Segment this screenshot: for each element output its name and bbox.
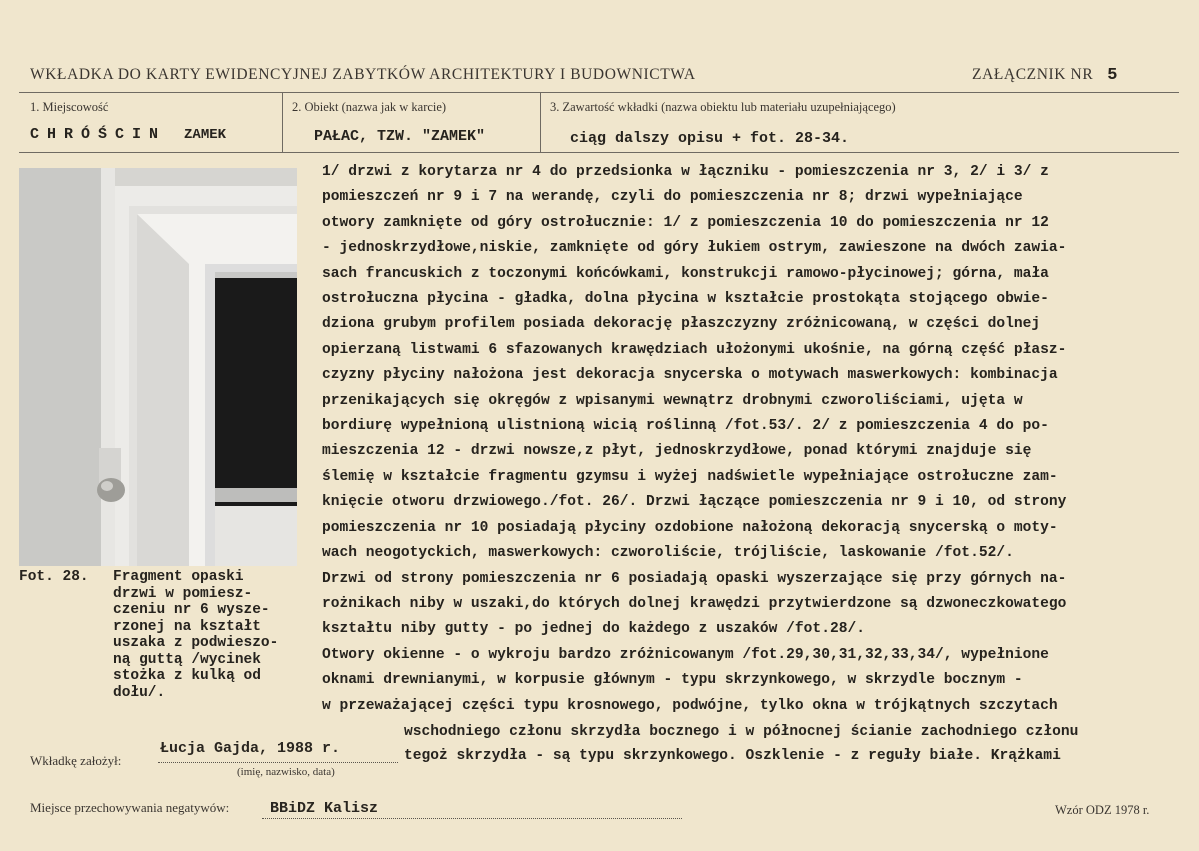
storage-label: Miejsce przechowywania negatywów: — [30, 800, 230, 815]
text-line-tail-2: tegoż skrzydła - są typu skrzynkowego. Oszklenie - z reguły białe. Krążkami — [404, 748, 1061, 764]
text-line: otwory zamknięte od góry ostrołucznie: 1/ z pomieszczenia 10 do pomieszczenia nr 12 — [322, 214, 1049, 231]
description-text — [322, 160, 1172, 719]
header-rule — [19, 92, 1179, 93]
text-line: mieszczenia 12 - drzwi nowsze,z płyt, jednoskrzydłowe, ponad którymi znajduje się — [322, 443, 1032, 460]
storage-value: BBiDZ Kalisz — [270, 800, 379, 817]
text-line: ślemię w kształcie fragmentu gzymsu i wyżej nadświetle wypełniające ostrołuczne zam- — [322, 468, 1058, 485]
text-line: sach francuskich z toczonymi końcówkami, konstrukcji ramowo-płycinowej; górna, mała — [322, 265, 1049, 282]
founder-value: Łucja Gajda, 1988 r. — [160, 740, 341, 757]
text-line: opierzaną listwami 6 sfazowanych krawędziach ułożonymi ukośnie, na górną część płasz- — [322, 341, 1067, 358]
caption-label: Fot. 28. — [19, 569, 89, 585]
card-title: WKŁADKA DO KARTY EWIDENCYJNEJ ZABYTKÓW ARCHITEKTURY I BUDOWNICTWA — [30, 66, 696, 83]
locality-value — [30, 126, 226, 143]
object-value: PAŁAC, TZW. "ZAMEK" — [314, 128, 486, 145]
content-value: ciąg dalszy opisu + fot. 28-34. — [570, 130, 850, 147]
text-line: w przeważającej części typu krosnowego, podwójne, tylko okna w trójkątnych szczytach — [322, 697, 1058, 714]
annex-label-text: ZAŁĄCZNIK NR — [972, 66, 1094, 83]
text-line: knięcie otworu drzwiowego./fot. 26/. Drzwi łączące pomieszczenia nr 9 i 10, od strony — [322, 494, 1067, 511]
caption-line: ną guttą /wycinek — [113, 651, 261, 668]
text-line: 1/ drzwi z korytarza nr 4 do przedsionka w łączniku - pomieszczenia nr 3, 2/ i 3/ z — [322, 164, 1049, 180]
text-line: - jednoskrzydłowe,niskie, zamknięte od góry łukiem ostrym, zawieszone na dwóch zawia- — [322, 240, 1067, 257]
photo-door-frame — [19, 168, 297, 566]
content-label: 3. Zawartość wkładki (nazwa obiektu lub materiału uzupełniającego) — [550, 100, 896, 114]
annex-number: 5 — [1107, 66, 1119, 85]
caption-line: rzonej na kształt — [113, 618, 261, 635]
caption-line: Fragment opaski — [113, 569, 244, 585]
field-divider-1 — [282, 92, 283, 152]
text-line: czyzny płyciny nałożona jest dekoracja snycerska o motywach maswerkowych: kombinacja — [322, 367, 1058, 384]
caption-line: stożka z kulką od — [113, 668, 261, 684]
fields-rule — [19, 152, 1179, 153]
text-line: wach neogotyckich, maswerkowych: czworoliście, trójliście, laskowanie /fot.52/. — [322, 545, 1014, 562]
text-line: Drzwi od strony pomieszczenia nr 6 posiadają opaski wyszerzające się przy górnych na- — [322, 570, 1067, 587]
locality-name: CHRÓŚCIN — [30, 126, 167, 143]
text-line: pomieszczenia nr 10 posiadają płyciny ozdobione nałożoną dekoracją snycerską o moty- — [322, 519, 1058, 536]
text-line: bordiurę wypełnioną ulistnioną wicią roślinną /fot.53/. 2/ z pomieszczenia 4 do po- — [322, 418, 1049, 435]
annex-label — [972, 66, 1118, 85]
photo-caption — [19, 569, 304, 701]
object-label: 2. Obiekt (nazwa jak w karcie) — [292, 100, 447, 114]
form-version: Wzór ODZ 1978 r. — [1055, 803, 1150, 817]
storage-dotted-line — [262, 818, 682, 819]
text-line: rożnikach niby w uszaki,do których dolnej krawędzi przytwierdzone są dzwoneczkowatego — [322, 595, 1067, 612]
caption-line: uszaka z podwieszo- — [113, 635, 279, 651]
locality-name-2: ZAMEK — [184, 127, 227, 143]
locality-label: 1. Miejscowość — [30, 100, 109, 114]
text-line: kształtu niby gutty - po jednej do każdego z uszaków /fot.28/. — [322, 621, 865, 638]
text-line: przenikających się okręgów z wpisanymi wewnątrz drobnymi czworoliściami, ujęta w — [322, 392, 1023, 409]
founder-dotted-line — [158, 762, 398, 763]
text-line: Otwory okienne - o wykroju bardzo zróżnicowanym /fot.29,30,31,32,33,34/, wypełnione — [322, 646, 1049, 663]
founder-hint: (imię, nazwisko, data) — [237, 766, 335, 778]
caption-line: dołu/. — [113, 684, 166, 701]
caption-line: drzwi w pomiesz- — [113, 585, 253, 602]
field-divider-2 — [540, 92, 541, 152]
founder-label: Wkładkę założył: — [30, 753, 122, 768]
text-line: dziona grubym profilem posiada dekorację płaszczyzny zróżnicowaną, w części dolnej — [322, 316, 1041, 333]
text-line-tail-1: wschodniego członu skrzydła bocznego i w północnej ścianie zachodniego członu — [404, 724, 1079, 740]
text-line: oknami drewnianymi, w korpusie głównym - typu skrzynkowego, w skrzydle bocznym - — [322, 672, 1023, 689]
caption-first-line — [19, 569, 304, 586]
text-line: pomieszczeń nr 9 i 7 na werandę, czyli do pomieszczenia nr 8; drzwi wypełniające — [322, 189, 1023, 206]
door-frame-image — [19, 168, 297, 566]
caption-line: czeniu nr 6 wysze- — [113, 602, 270, 618]
text-line: ostrołuczna płycina - gładka, dolna płycina w kształcie prostokąta stojącego obwie- — [322, 291, 1049, 308]
